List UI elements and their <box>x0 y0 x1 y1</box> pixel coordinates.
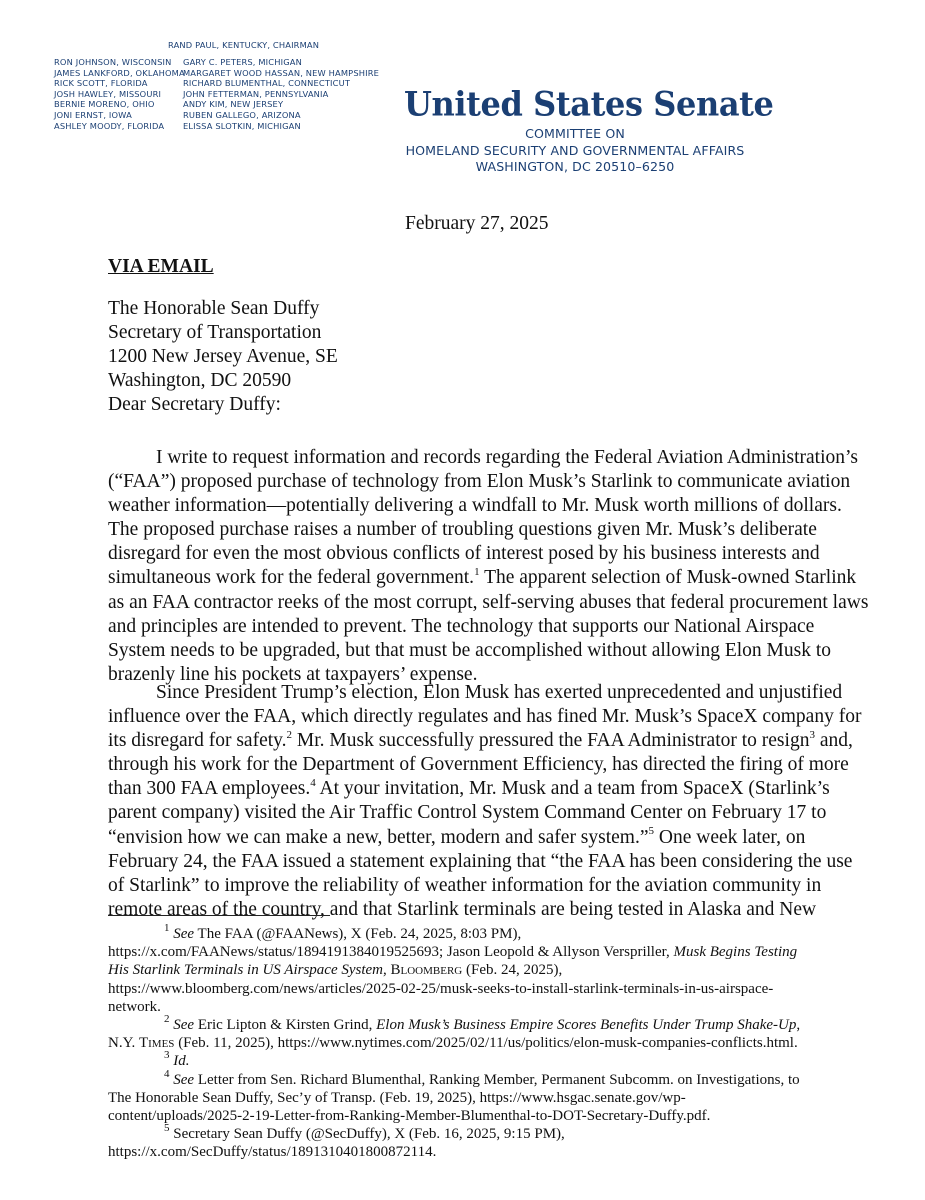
text-line <box>108 566 868 590</box>
footnote-text: Secretary Sean Duffy (@SecDuffy), X (Feb. 16, 2025, 9:15 PM), <box>169 1126 565 1143</box>
footnote-text: , <box>383 962 391 979</box>
text-line: disregard for even the most obvious conflicts of interest posed by his business interests and <box>108 543 820 565</box>
signal-word: See <box>173 926 195 942</box>
text-line: remote areas of the country, and that Starlink terminals are being tested in Alaska and New <box>108 898 817 920</box>
member-name: BERNIE MORENO, OHIO <box>54 99 155 110</box>
committee-line: COMMITTEE ON <box>525 126 625 141</box>
minority-members <box>183 57 379 131</box>
footnote-1 <box>108 922 800 943</box>
text-line: I write to request information and records regarding the Federal Aviation Administration’s <box>156 447 858 468</box>
footnote-text: (Feb. 24, 2025), <box>462 962 563 979</box>
footnote-ref: 1 <box>474 565 480 578</box>
footnote-line <box>108 943 800 961</box>
recipient-address <box>108 297 338 393</box>
text-run: simultaneous work for the federal government. <box>108 567 475 589</box>
footnote-text: The FAA (@FAANews), X (Feb. 24, 2025, 8:03 PM), <box>194 926 522 942</box>
footnote-line <box>108 1034 800 1052</box>
committee-address: WASHINGTON, DC 20510–6250 <box>475 159 675 175</box>
footnote-3 <box>108 1049 800 1070</box>
footnote-text: Eric Lipton & Kirsten Grind, <box>194 1016 377 1033</box>
text-line: Since President Trump’s election, Elon Musk has exerted unprecedented and unjustified <box>156 682 843 703</box>
footnote-number: 1 <box>164 922 170 934</box>
text-line: of Starlink” to improve the reliability of weather information for the aviation community in <box>108 874 822 896</box>
member-name: JOSH HAWLEY, MISSOURI <box>54 88 162 99</box>
text-run: and, <box>814 730 853 752</box>
signal-word: See <box>173 1071 195 1088</box>
member-name: JOHN FETTERMAN, PENNSYLVANIA <box>183 88 329 99</box>
article-title: His Starlink Terminals in US Airspace System <box>108 962 384 979</box>
footnote-line: https://www.bloomberg.com/news/articles/2025-02-25/musk-seeks-to-install-starlink-terminals-in-us-airspace- <box>108 980 774 997</box>
footnotes <box>108 922 801 1161</box>
footnote-ref: 2 <box>286 728 293 741</box>
paragraph-1 <box>108 446 868 687</box>
publication-name: Times <box>138 1035 175 1052</box>
text-line: as an FAA contractor reeks of the most corrupt, self-serving abuses that federal procurement laws <box>108 591 869 613</box>
member-name: ELISSA SLOTKIN, MICHIGAN <box>183 120 301 131</box>
member-name: MARGARET WOOD HASSAN, NEW HAMPSHIRE <box>183 67 380 78</box>
salutation: Dear Secretary Duffy: <box>108 394 281 415</box>
footnote-5 <box>108 1122 800 1143</box>
footnote-text: Letter from Sen. Richard Blumenthal, Ranking Member, Permanent Subcomm. on Investigations, to <box>194 1071 800 1088</box>
footnote-ref: 3 <box>809 728 815 741</box>
member-name: RICHARD BLUMENTHAL, CONNECTICUT <box>183 78 351 89</box>
footnote-line: The Honorable Sean Duffy, Sec’y of Transp. (Feb. 19, 2025), https://www.hsgac.senate.gov/wp- <box>108 1089 686 1106</box>
footnote-number: 3 <box>164 1049 170 1062</box>
footnote-number: 2 <box>164 1012 170 1025</box>
address-line: Washington, DC 20590 <box>108 370 292 392</box>
member-name: RUBEN GALLEGO, ARIZONA <box>183 109 301 120</box>
text-line: (“FAA”) proposed purchase of technology from Elon Musk’s Starlink to communicate aviation <box>108 471 851 493</box>
paragraph-2 <box>108 681 861 922</box>
text-run: “envision how we can make a new, better, modern and safer system.” <box>108 826 649 848</box>
text-line: parent company) visited the Air Traffic Control System Command Center on February 17 to <box>108 802 827 824</box>
footnote-text: (Feb. 11, 2025), https://www.nytimes.com/2025/02/11/us/politics/elon-musk-companies-conflicts.html. <box>174 1035 798 1052</box>
footnote-line: content/uploads/2025-2-19-Letter-from-Ranking-Member-Blumenthal-to-DOT-Secretary-Duffy.pdf. <box>108 1107 711 1124</box>
member-name: GARY C. PETERS, MICHIGAN <box>183 57 302 67</box>
text-line: influence over the FAA, which directly regulates and has fined Mr. Musk’s SpaceX company for <box>108 706 862 728</box>
delivery-method: VIA EMAIL <box>108 256 214 277</box>
member-name: RICK SCOTT, FLORIDA <box>54 78 148 89</box>
signal-word: See <box>173 1016 195 1033</box>
member-name: JAMES LANKFORD, OKLAHOMA <box>54 67 185 78</box>
address-line: The Honorable Sean Duffy <box>108 298 320 319</box>
text-run: than 300 FAA employees. <box>108 778 311 800</box>
footnote-line <box>108 961 800 979</box>
text-line: and principles are intended to prevent. The technology that supports our National Airspace <box>108 615 815 637</box>
member-name: ANDY KIM, NEW JERSEY <box>183 99 284 110</box>
text-run: At your invitation, Mr. Musk and a team from SpaceX (Starlink’s <box>315 778 830 800</box>
footnote-text: https://x.com/FAANews/status/1894191384019525693; Jason Leopold & Allyson Verspriller, <box>108 944 674 961</box>
publication-name: Bloomberg <box>390 962 463 979</box>
text-line: brazenly line his pockets at taxpayers’ expense. <box>108 663 478 685</box>
text-line <box>108 777 861 801</box>
letter-date: February 27, 2025 <box>405 213 549 234</box>
address-line: Secretary of Transportation <box>108 322 322 344</box>
text-line <box>108 826 861 850</box>
address-line: 1200 New Jersey Avenue, SE <box>108 346 338 368</box>
member-name: JONI ERNST, IOWA <box>54 109 132 120</box>
article-title: Elon Musk’s Business Empire Scores Benefits Under Trump Shake-Up <box>376 1016 797 1033</box>
text-run: Mr. Musk successfully pressured the FAA Administrator to resign <box>292 730 810 752</box>
text-run: its disregard for safety. <box>108 730 287 752</box>
text-line: February 24, the FAA issued a statement explaining that “the FAA has been considering the use <box>108 850 853 872</box>
footnote-text: N.Y. <box>108 1035 139 1052</box>
member-name: ASHLEY MOODY, FLORIDA <box>54 120 165 131</box>
senate-wordmark: United States Senate <box>404 84 774 124</box>
text-line <box>108 729 861 753</box>
footnote-line: https://x.com/SecDuffy/status/1891310401800872114. <box>108 1144 437 1161</box>
majority-members <box>54 57 185 131</box>
text-line: The proposed purchase raises a number of troubling questions given Mr. Musk’s deliberate <box>108 519 817 541</box>
footnote-4 <box>108 1067 800 1089</box>
text-run: The apparent selection of Musk-owned Starlink <box>479 567 857 589</box>
text-line: through his work for the Department of Government Efficiency, has directed the firing of more <box>108 754 849 776</box>
footnote-ref: 4 <box>310 776 316 789</box>
footnote-ref: 5 <box>648 825 655 838</box>
text-line: weather information—potentially delivering a windfall to Mr. Musk worth millions of dollars. <box>108 495 842 517</box>
chairman-line: RAND PAUL, KENTUCKY, CHAIRMAN <box>168 40 320 50</box>
footnote-text: , <box>796 1016 801 1033</box>
text-run: One week later, on <box>654 826 806 848</box>
footnote-number: 4 <box>164 1067 170 1080</box>
article-title: Musk Begins Testing <box>673 944 798 961</box>
footnote-text: Id. <box>173 1053 190 1070</box>
footnote-line: network. <box>108 998 161 1015</box>
footnote-2 <box>108 1012 801 1034</box>
committee-name: HOMELAND SECURITY AND GOVERNMENTAL AFFAIRS <box>405 142 745 158</box>
committee-block <box>380 126 770 176</box>
footnote-divider <box>108 915 330 916</box>
member-name: RON JOHNSON, WISCONSIN <box>54 57 172 67</box>
text-line: System needs to be upgraded, but that must be accomplished without allowing Elon Musk to <box>108 639 832 661</box>
footnote-number: 5 <box>164 1122 170 1135</box>
